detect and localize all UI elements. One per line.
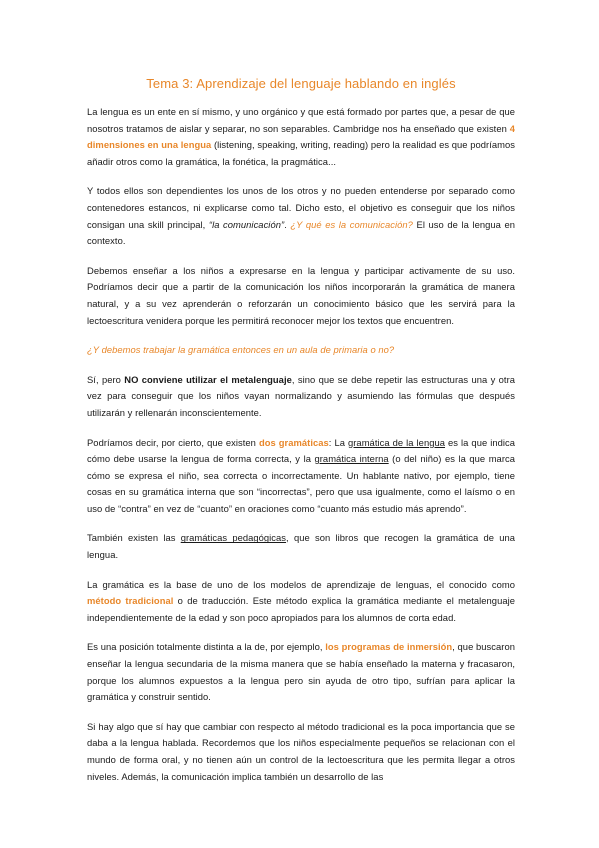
text-run: La lengua es un ente en sí mismo, y uno orgánico y que está formado por partes que, a pesar de que nosotros tratamos de aislar y separar, no son separables. Cambridge nos ha enseñado que existen: [87, 106, 515, 134]
bold-metalenguaje: NO conviene utilizar el metalenguaje: [124, 373, 292, 385]
text-run: , que son libros que recogen la gramática de una lengua.: [87, 532, 516, 561]
text-run: (listening, speaking, writing, reading) pero la realidad es que podríamos añadir otros como la gramática, la fonética, la pragmática...: [87, 139, 515, 167]
paragraph-5: [87, 372, 515, 422]
text-run: (o del niño) es la que marca cómo se expresa el niño, sea correcta o incorrectamente. Un hablante nativo, por ejemplo, tiene cosas en su gramática interna que son “incorrectas”, pero que usa igualmente, como el laísmo o en uso de “contra” en vez de “cuanto” en oraciones como “cuanto más estudio más aprendo”.: [87, 453, 515, 514]
text-run: Sí, pero: [87, 373, 125, 385]
highlight-programas-inmersion: los programas de inmersión: [325, 641, 453, 653]
text-run: , sino que se debe repetir las estructuras una y otra vez para conseguir que los niños vayan normalizando y asumiendo las fórmulas que después utilizarán y rellenarán inconscientemente.: [87, 373, 516, 418]
document-title: Tema 3: Aprendizaje del lenguaje hablando en inglés: [146, 76, 456, 91]
highlight-metodo-tradicional: método tradicional: [87, 595, 174, 607]
text-run: , que buscaron enseñar la lengua secundaria de la misma manera que se había enseñado la materna y fracasaron, porque los alumnos expuestos a la lengua pero sin ayuda de otro tipo, sufrían para aplicar la gramática y construir sentido.: [87, 641, 515, 703]
paragraph-3: Debemos enseñar a los niños a expresarse en la lengua y participar activamente de su uso. Podríamos decir que a partir de la comunicación los niños incorporarán la gramática de manera natural, y a su vez aprenderán o reforzarán un conocimiento básico que les servirá para la lectoescritura venidera porque les permitirá reconocer mejor los textos que encuentren.: [87, 264, 515, 326]
highlight-question: ¿Y qué es la comunicación?: [290, 218, 413, 230]
text-run: : La: [328, 436, 348, 448]
paragraph-6: [87, 435, 515, 518]
paragraph-7: [87, 530, 515, 563]
highlight-dimensiones: 4 dimensiones en una lengua: [87, 122, 515, 151]
question-paragraph: ¿Y debemos trabajar la gramática entonces en un aula de primaria o no?: [87, 344, 395, 356]
text-run: .: [284, 218, 291, 230]
text-run: o de traducción. Este método explica la gramática mediante el metalenguaje independientemente de la edad y son poco apropiados para los alumnos de corta edad.: [87, 595, 515, 623]
paragraph-8: [87, 577, 515, 627]
text-run: es la que indica cómo debe usarse la lengua de forma correcta, y la: [87, 436, 516, 465]
paragraph-9: [87, 639, 515, 705]
underline-gramaticas-pedagogicas: gramáticas pedagógicas: [180, 532, 287, 544]
underline-gramatica-interna: gramática interna: [314, 453, 389, 465]
paragraph-2: [87, 183, 515, 249]
italic-comunicacion: “la comunicación”: [208, 218, 285, 230]
text-run: La gramática es la base de uno de los modelos de aprendizaje de lenguas, el conocido como: [87, 578, 515, 590]
underline-gramatica-lengua: gramática de la lengua: [348, 436, 446, 448]
paragraph-10: Si hay algo que sí hay que cambiar con respecto al método tradicional es la poca importancia que se daba a la lengua hablada. Recordemos que los niños especialmente pequeños se relacionan con el mundo de forma oral, y no tienen aún un control de la lectoescritura que les permita llegar a otros niveles. Además, la comunicación implica también un desarrollo de las: [87, 720, 515, 782]
document-body: [87, 104, 515, 798]
text-run: Podríamos decir, por cierto, que existen: [87, 436, 259, 448]
text-run: Es una posición totalmente distinta a la de, por ejemplo,: [87, 641, 326, 653]
text-run: El uso de la lengua en contexto.: [87, 218, 515, 247]
highlight-dos-gramaticas: dos gramáticas: [258, 436, 329, 448]
text-run: También existen las: [87, 532, 181, 544]
text-run: Y todos ellos son dependientes los unos de los otros y no pueden entenderse por separado como contenedores estancos, ni explicarse como tal. Dicho esto, el objetivo es conseguir que los niños consigan una skill principal,: [87, 185, 515, 230]
paragraph-1: [87, 104, 515, 170]
